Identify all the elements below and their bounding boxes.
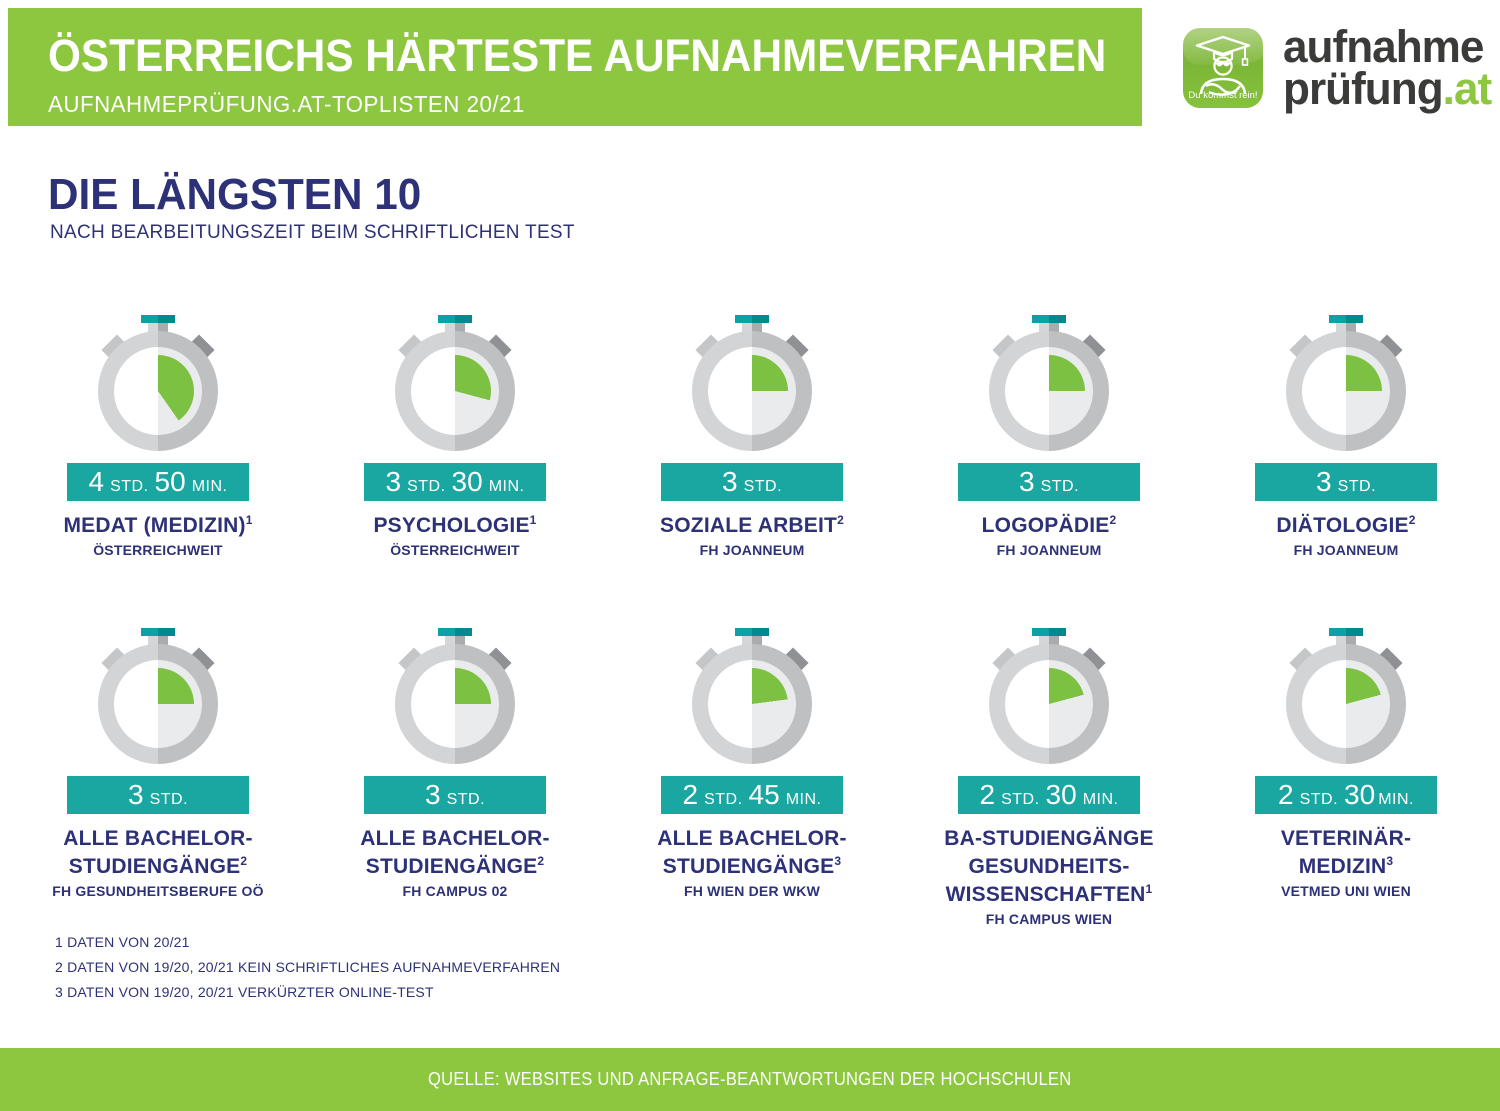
stopwatch-dial bbox=[692, 331, 812, 451]
stopwatch-crown bbox=[1032, 315, 1066, 323]
stopwatch-icon bbox=[692, 628, 812, 764]
duration-hours: 3 bbox=[1018, 466, 1035, 497]
institution-name: FH WIEN DER WKW bbox=[684, 883, 820, 899]
logo-word-tld: .at bbox=[1442, 63, 1492, 114]
stopwatch-icon bbox=[395, 628, 515, 764]
program-name: LOGOPÄDIE$^2$ bbox=[981, 513, 1117, 537]
stopwatch-dial bbox=[395, 644, 515, 764]
stopwatch-time-slice bbox=[716, 668, 788, 740]
duration-minutes: 50 bbox=[154, 466, 186, 497]
brand-logo bbox=[1183, 21, 1492, 114]
logo-wordmark bbox=[1283, 21, 1492, 114]
program-name: VETERINÄR- MEDIZIN$^3$ bbox=[1280, 827, 1412, 878]
stopwatch-time-slice bbox=[1310, 355, 1382, 427]
footnote-1: 1 DATEN VON 20/21 bbox=[55, 934, 190, 950]
stopwatch-icon bbox=[989, 315, 1109, 451]
program-name: PSYCHOLOGIE$^1$ bbox=[373, 513, 537, 537]
duration-hours: 3 bbox=[1315, 466, 1332, 497]
section-title: DIE LÄNGSTEN 10 bbox=[48, 170, 422, 219]
program-name: DIÄTOLOGIE$^2$ bbox=[1276, 513, 1416, 537]
stopwatch-face bbox=[411, 347, 499, 435]
stopwatch-dial bbox=[692, 644, 812, 764]
ranking-item bbox=[1226, 628, 1466, 927]
stopwatch-face bbox=[114, 660, 202, 748]
duration-badge bbox=[661, 463, 843, 501]
duration-hours: 2 bbox=[1278, 779, 1294, 810]
page-title: ÖSTERREICHS HÄRTESTE AUFNAHMEVERFAHREN bbox=[48, 30, 1107, 81]
duration-hours: 2 bbox=[682, 779, 699, 810]
duration-hours: 3 bbox=[385, 466, 402, 497]
duration-badge bbox=[364, 463, 546, 501]
ranking-row-2 bbox=[38, 628, 1466, 927]
stopwatch-crown bbox=[438, 315, 472, 323]
duration-hours: 3 bbox=[127, 779, 144, 810]
logo-claim: Du kommst rein! bbox=[1188, 90, 1258, 101]
stopwatch-crown bbox=[1329, 628, 1363, 636]
stopwatch-time-slice bbox=[1310, 668, 1382, 740]
duration-hours: 3 bbox=[721, 466, 738, 497]
ranking-row-1 bbox=[38, 315, 1466, 558]
footnote-2: 2 DATEN VON 19/20, 20/21 KEIN SCHRIFTLICHES AUFNAHMEVERFAHREN bbox=[55, 959, 561, 975]
logo-word-line1: aufnahme bbox=[1283, 21, 1484, 72]
duration-hours-unit: STD. bbox=[704, 791, 743, 808]
stopwatch-icon bbox=[395, 315, 515, 451]
footnote-3: 3 DATEN VON 19/20, 20/21 VERKÜRZTER ONLINE-TEST bbox=[55, 984, 434, 1000]
duration-minutes-unit: MIN. bbox=[191, 478, 228, 495]
stopwatch-crown bbox=[141, 628, 175, 636]
stopwatch-crown bbox=[735, 628, 769, 636]
institution-name: FH JOANNEUM bbox=[1293, 542, 1399, 558]
page-subtitle: AUFNAHMEPRÜFUNG.AT-TOPLISTEN 20/21 bbox=[48, 91, 525, 117]
program-name: ALLE BACHELOR- STUDIENGÄNGE$^2$ bbox=[360, 827, 550, 878]
institution-name: FH JOANNEUM bbox=[996, 542, 1102, 558]
ranking-item bbox=[929, 628, 1169, 927]
footnote-ref: 1 bbox=[1145, 882, 1153, 896]
ranking-item bbox=[38, 628, 278, 927]
stopwatch-face bbox=[1005, 660, 1093, 748]
duration-hours-unit: STD. bbox=[407, 478, 446, 495]
stopwatch-crown bbox=[438, 628, 472, 636]
duration-hours: 2 bbox=[979, 779, 996, 810]
stopwatch-time-slice bbox=[419, 355, 491, 427]
ranking-item bbox=[929, 315, 1169, 558]
footnotes bbox=[55, 930, 560, 1005]
source-note: QUELLE: WEBSITES UND ANFRAGE-BEANTWORTUNGEN DER HOCHSCHULEN bbox=[428, 1069, 1072, 1089]
footnote-ref: 2 bbox=[1109, 513, 1117, 527]
duration-hours-unit: STD. bbox=[110, 478, 149, 495]
institution-name: ÖSTERREICHWEIT bbox=[93, 542, 223, 558]
stopwatch-dial bbox=[98, 644, 218, 764]
stopwatch-crown bbox=[735, 315, 769, 323]
duration-hours-unit: STD. bbox=[1040, 478, 1080, 495]
stopwatch-time-slice bbox=[1013, 668, 1085, 740]
stopwatch-face bbox=[114, 347, 202, 435]
ranking-item bbox=[632, 315, 872, 558]
duration-badge bbox=[958, 776, 1140, 814]
ranking-item bbox=[335, 628, 575, 927]
footnote-ref: 2 bbox=[240, 854, 248, 868]
duration-hours: 3 bbox=[424, 779, 441, 810]
duration-badge bbox=[661, 776, 843, 814]
program-name: ALLE BACHELOR- STUDIENGÄNGE$^2$ bbox=[63, 827, 253, 878]
duration-hours-unit: STD. bbox=[1337, 478, 1377, 495]
stopwatch-face bbox=[1302, 660, 1390, 748]
program-name: SOZIALE ARBEIT$^2$ bbox=[660, 513, 844, 537]
institution-name: FH GESUNDHEITSBERUFE OÖ bbox=[52, 883, 264, 899]
stopwatch-icon bbox=[989, 628, 1109, 764]
stopwatch-dial bbox=[98, 331, 218, 451]
ranking-item bbox=[632, 628, 872, 927]
duration-badge bbox=[67, 776, 249, 814]
institution-name: FH CAMPUS 02 bbox=[402, 883, 508, 899]
institution-name: ÖSTERREICHWEIT bbox=[390, 542, 520, 558]
duration-hours-unit: STD. bbox=[149, 791, 189, 808]
program-name: ALLE BACHELOR- STUDIENGÄNGE$^3$ bbox=[657, 827, 847, 878]
stopwatch-dial bbox=[989, 644, 1109, 764]
duration-minutes-unit: MIN. bbox=[785, 791, 822, 808]
stopwatch-icon bbox=[1286, 315, 1406, 451]
stopwatch-face bbox=[411, 660, 499, 748]
duration-minutes-unit: MIN. bbox=[1082, 791, 1119, 808]
duration-minutes: 30 bbox=[1045, 779, 1077, 810]
ranking-item bbox=[1226, 315, 1466, 558]
stopwatch-face bbox=[1302, 347, 1390, 435]
duration-badge bbox=[67, 463, 249, 501]
footnote-ref: 3 bbox=[834, 854, 842, 868]
footnote-ref: 2 bbox=[837, 513, 844, 527]
duration-minutes: 30 bbox=[1344, 779, 1376, 810]
stopwatch-time-slice bbox=[419, 668, 491, 740]
duration-badge bbox=[1255, 776, 1437, 814]
duration-minutes: 45 bbox=[748, 779, 780, 810]
stopwatch-time-slice bbox=[1013, 355, 1085, 427]
duration-hours-unit: STD. bbox=[446, 791, 486, 808]
duration-hours-unit: STD. bbox=[1299, 791, 1339, 808]
logo-app-icon bbox=[1183, 28, 1263, 108]
institution-name: VETMED UNI WIEN bbox=[1281, 883, 1411, 899]
program-name: BA-STUDIENGÄNGE GESUNDHEITS- WISSENSCHAFTEN$^1$ bbox=[944, 827, 1154, 906]
footnote-ref: 2 bbox=[537, 854, 545, 868]
stopwatch-face bbox=[708, 660, 796, 748]
stopwatch-icon bbox=[98, 628, 218, 764]
stopwatch-face bbox=[708, 347, 796, 435]
footnote-ref: 1 bbox=[529, 513, 537, 527]
footer-banner bbox=[0, 1048, 1500, 1111]
footnote-ref: 1 bbox=[245, 513, 253, 527]
stopwatch-dial bbox=[395, 331, 515, 451]
stopwatch-dial bbox=[989, 331, 1109, 451]
header-banner bbox=[8, 8, 1142, 126]
logo-word-line2: prüfung.at bbox=[1283, 63, 1492, 114]
stopwatch-crown bbox=[1032, 628, 1066, 636]
institution-name: FH JOANNEUM bbox=[699, 542, 805, 558]
stopwatch-time-slice bbox=[716, 355, 788, 427]
institution-name: FH CAMPUS WIEN bbox=[985, 911, 1113, 927]
program-name: MEDAT (MEDIZIN)$^1$ bbox=[63, 513, 253, 537]
duration-hours-unit: STD. bbox=[743, 478, 783, 495]
section-subtitle: NACH BEARBEITUNGSZEIT BEIM SCHRIFTLICHEN TEST bbox=[50, 222, 575, 243]
duration-badge bbox=[1255, 463, 1437, 501]
stopwatch-icon bbox=[692, 315, 812, 451]
stopwatch-icon bbox=[98, 315, 218, 451]
duration-hours: 4 bbox=[88, 466, 105, 497]
stopwatch-crown bbox=[141, 315, 175, 323]
stopwatch-time-slice bbox=[122, 668, 194, 740]
stopwatch-dial bbox=[1286, 331, 1406, 451]
duration-minutes-unit: MIN. bbox=[1378, 791, 1414, 808]
duration-badge bbox=[364, 776, 546, 814]
stopwatch-face bbox=[1005, 347, 1093, 435]
duration-minutes-unit: MIN. bbox=[488, 478, 525, 495]
footnote-ref: 2 bbox=[1408, 513, 1416, 527]
footnote-ref: 3 bbox=[1386, 854, 1394, 868]
stopwatch-dial bbox=[1286, 644, 1406, 764]
stopwatch-crown bbox=[1329, 315, 1363, 323]
stopwatch-icon bbox=[1286, 628, 1406, 764]
duration-minutes: 30 bbox=[451, 466, 483, 497]
stopwatch-time-slice bbox=[122, 355, 194, 427]
duration-badge bbox=[958, 463, 1140, 501]
ranking-item bbox=[38, 315, 278, 558]
ranking-item bbox=[335, 315, 575, 558]
duration-hours-unit: STD. bbox=[1001, 791, 1040, 808]
